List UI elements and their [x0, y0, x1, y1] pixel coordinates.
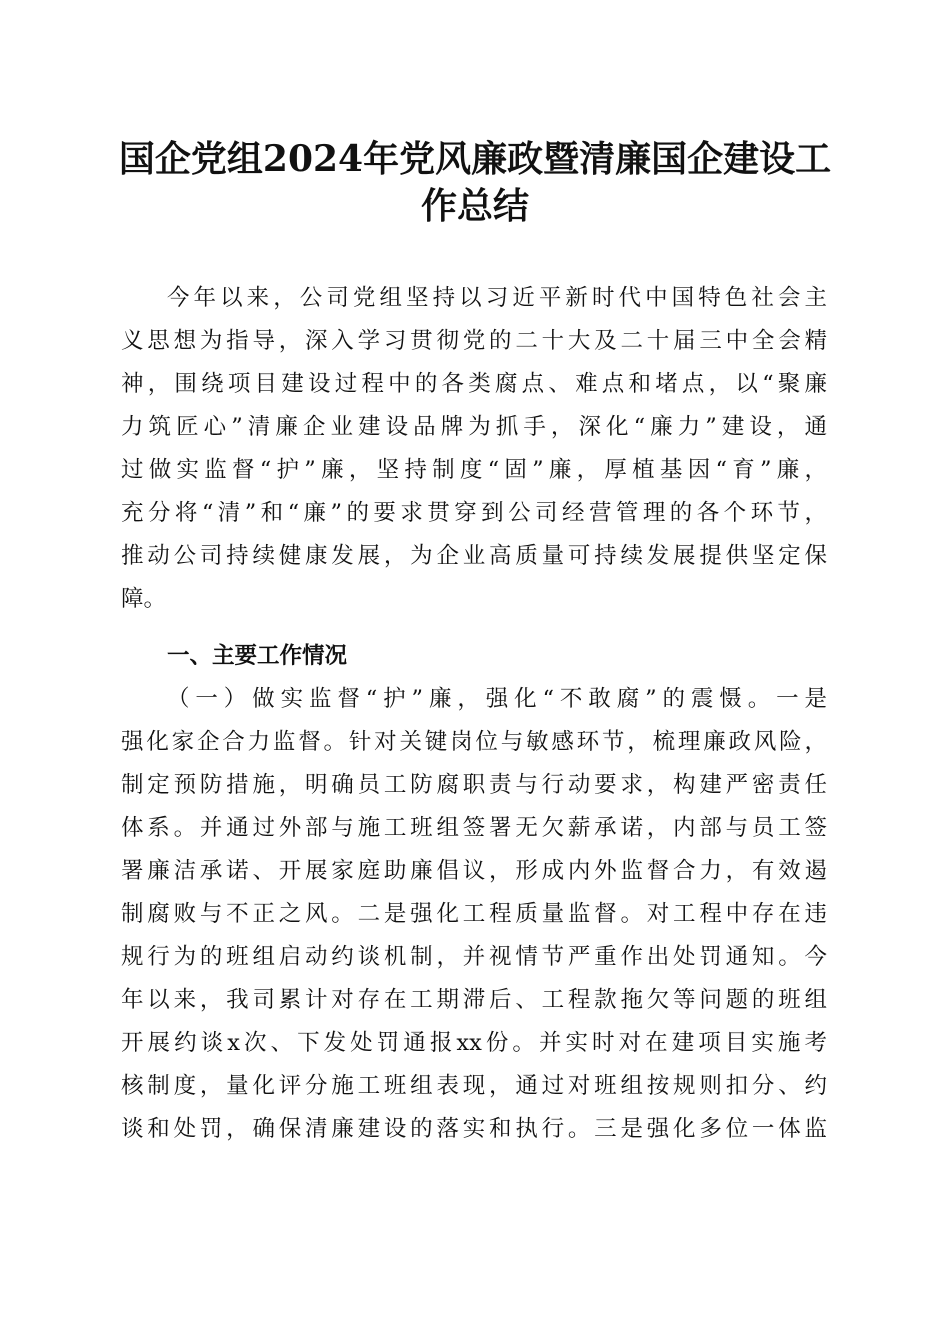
subsection-paragraph-line: 谈和处罚，确保清廉建设的落实和执行。三是强化多位一体监	[121, 1116, 827, 1142]
intro-paragraph-line: 推动公司持续健康发展，为企业高质量可持续发展提供坚定保	[121, 543, 827, 569]
intro-paragraph-line: 力筑匠心”清廉企业建设品牌为抓手，深化“廉力”建设，通	[121, 414, 827, 440]
intro-paragraph-line: 义思想为指导，深入学习贯彻党的二十大及二十届三中全会精	[121, 328, 827, 354]
subsection-paragraph-line: 核制度，量化评分施工班组表现，通过对班组按规则扣分、约	[121, 1073, 827, 1099]
intro-paragraph-line: 过做实监督“护”廉，坚持制度“固”廉，厚植基因“育”廉，	[121, 457, 827, 483]
intro-paragraph-line: 今年以来，公司党组坚持以习近平新时代中国特色社会主	[167, 285, 827, 311]
subsection-paragraph-line: 署廉洁承诺、开展家庭助廉倡议，形成内外监督合力，有效遏	[121, 858, 827, 884]
subsection-paragraph-line: （一）做实监督“护”廉，强化“不敢腐”的震慑。一是	[167, 686, 827, 712]
subsection-paragraph-line: 制腐败与不正之风。二是强化工程质量监督。对工程中存在违	[121, 901, 827, 927]
subsection-paragraph-line: 强化家企合力监督。针对关键岗位与敏感环节，梳理廉政风险，	[121, 729, 827, 755]
intro-paragraph-line: 障。	[121, 586, 167, 612]
subsection-paragraph-line: 年以来，我司累计对存在工期滞后、工程款拖欠等问题的班组	[121, 987, 827, 1013]
subsection-paragraph-line: 体系。并通过外部与施工班组签署无欠薪承诺，内部与员工签	[121, 815, 827, 841]
intro-paragraph-line: 神，围绕项目建设过程中的各类腐点、难点和堵点，以“聚廉	[121, 371, 827, 397]
intro-paragraph-line: 充分将“清”和“廉”的要求贯穿到公司经营管理的各个环节，	[121, 500, 827, 526]
section-heading: 一、主要工作情况	[167, 643, 348, 669]
subsection-paragraph-line: 开展约谈x次、下发处罚通报xx份。并实时对在建项目实施考	[121, 1030, 827, 1056]
subsection-paragraph-line: 制定预防措施，明确员工防腐职责与行动要求，构建严密责任	[121, 772, 827, 798]
document-title-line-2: 作总结	[420, 185, 529, 227]
document-title-line-1: 国企党组2024年党风廉政暨清廉国企建设工	[118, 138, 832, 180]
subsection-paragraph-line: 规行为的班组启动约谈机制，并视情节严重作出处罚通知。今	[121, 944, 827, 970]
